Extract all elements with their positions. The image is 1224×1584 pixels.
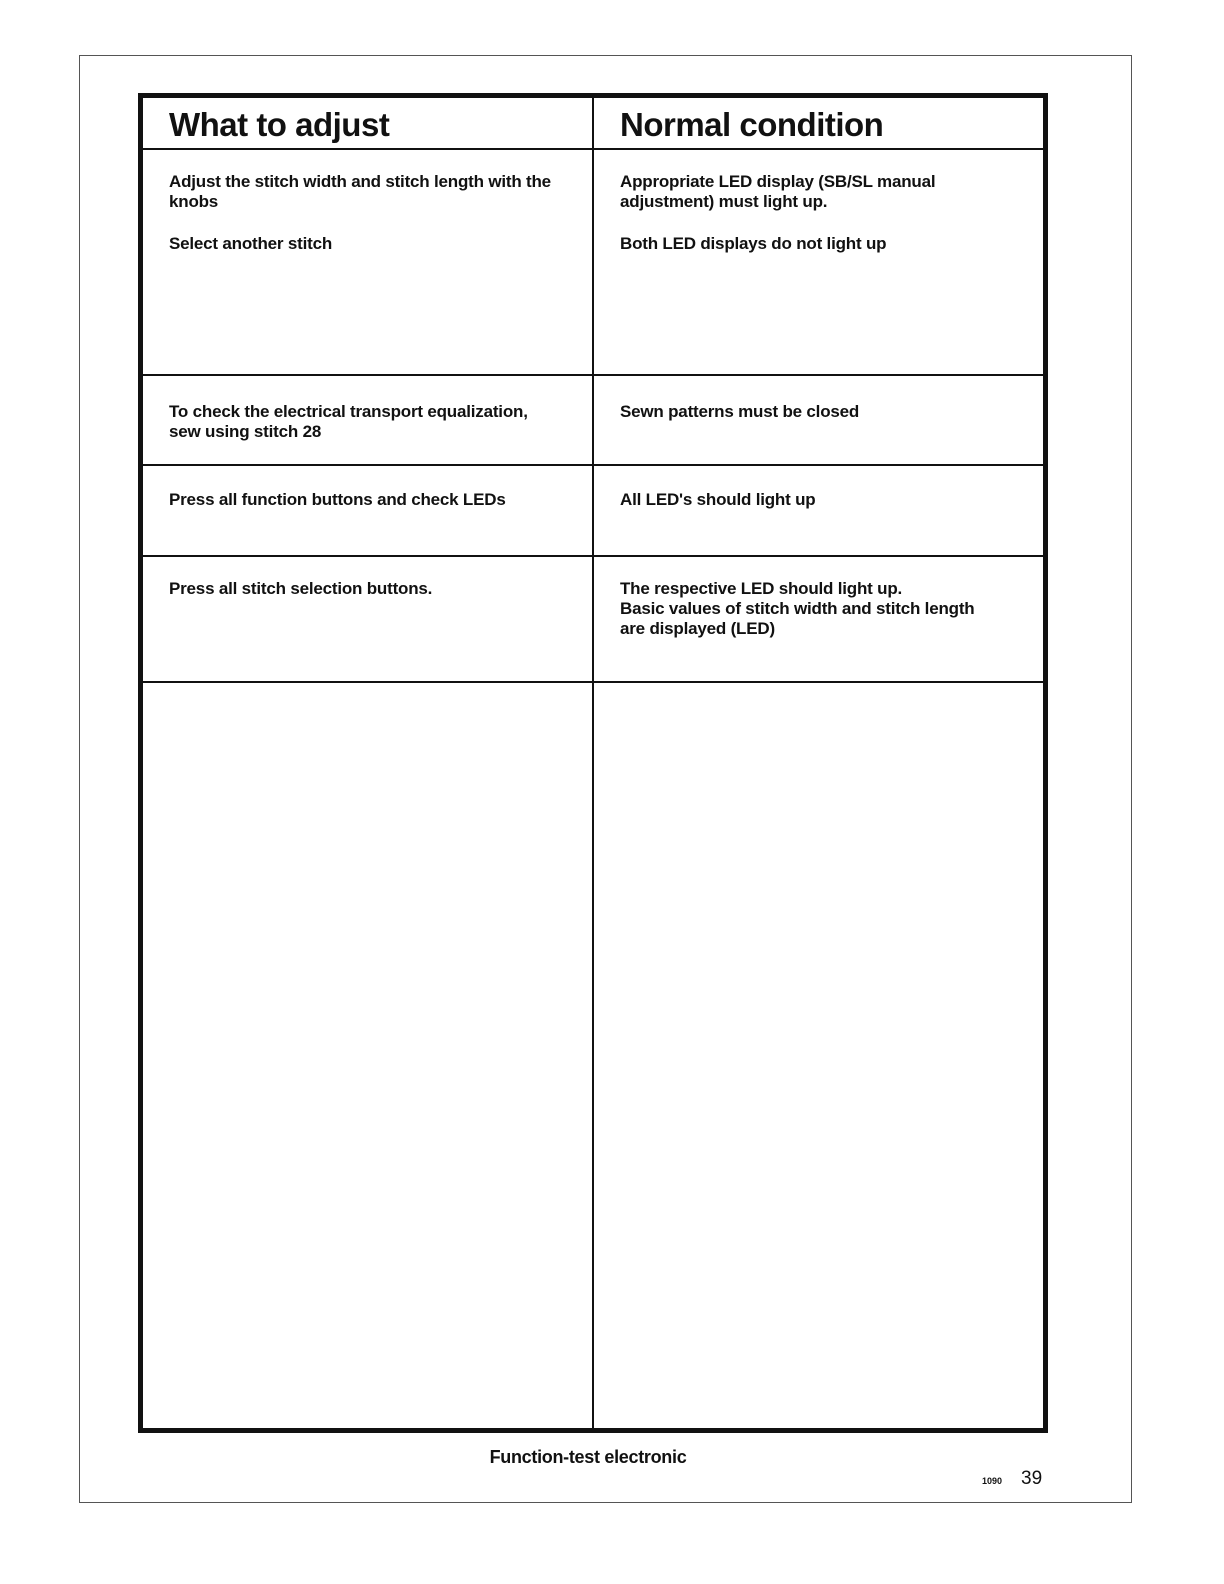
adjust-text: Select another stitch xyxy=(169,234,333,253)
condition-text: Both LED displays do not light up xyxy=(620,234,887,253)
condition-cell xyxy=(593,149,1044,375)
table-row xyxy=(142,556,1044,682)
adjust-text: To check the electrical transport equalization, sew using stitch 28 xyxy=(169,402,528,441)
adjust-cell xyxy=(142,465,593,556)
table-header-row xyxy=(142,97,1044,149)
condition-cell xyxy=(593,556,1044,682)
condition-cell xyxy=(593,375,1044,465)
adjust-cell xyxy=(142,149,593,375)
adjustment-grid xyxy=(141,96,1045,1430)
adjust-text: Press all stitch selection buttons. xyxy=(169,579,433,598)
adjust-text: Adjust the stitch width and stitch length with the knobs xyxy=(169,172,551,211)
header-what-to-adjust: What to adjust xyxy=(142,97,593,149)
condition-cell-empty xyxy=(593,682,1044,1429)
page-number: 39 xyxy=(1021,1468,1043,1489)
condition-text: All LED's should light up xyxy=(620,490,816,509)
page-code: 1090 xyxy=(982,1476,1003,1486)
header-normal-condition: Normal condition xyxy=(593,97,1044,149)
condition-text: The respective LED should light up. Basic values of stitch width and stitch length are displayed (LED) xyxy=(620,579,975,638)
table-row-empty xyxy=(142,682,1044,1429)
adjustment-table xyxy=(138,93,1048,1433)
table-row xyxy=(142,465,1044,556)
table-row xyxy=(142,149,1044,375)
condition-text: Appropriate LED display (SB/SL manual adjustment) must light up. xyxy=(620,172,936,211)
condition-cell xyxy=(593,465,1044,556)
adjust-cell xyxy=(142,375,593,465)
footer-title: Function-test electronic xyxy=(489,1447,687,1467)
adjust-text: Press all function buttons and check LEDs xyxy=(169,490,506,509)
condition-text: Sewn patterns must be closed xyxy=(620,402,860,421)
adjust-cell xyxy=(142,556,593,682)
adjust-cell-empty xyxy=(142,682,593,1429)
table-row xyxy=(142,375,1044,465)
